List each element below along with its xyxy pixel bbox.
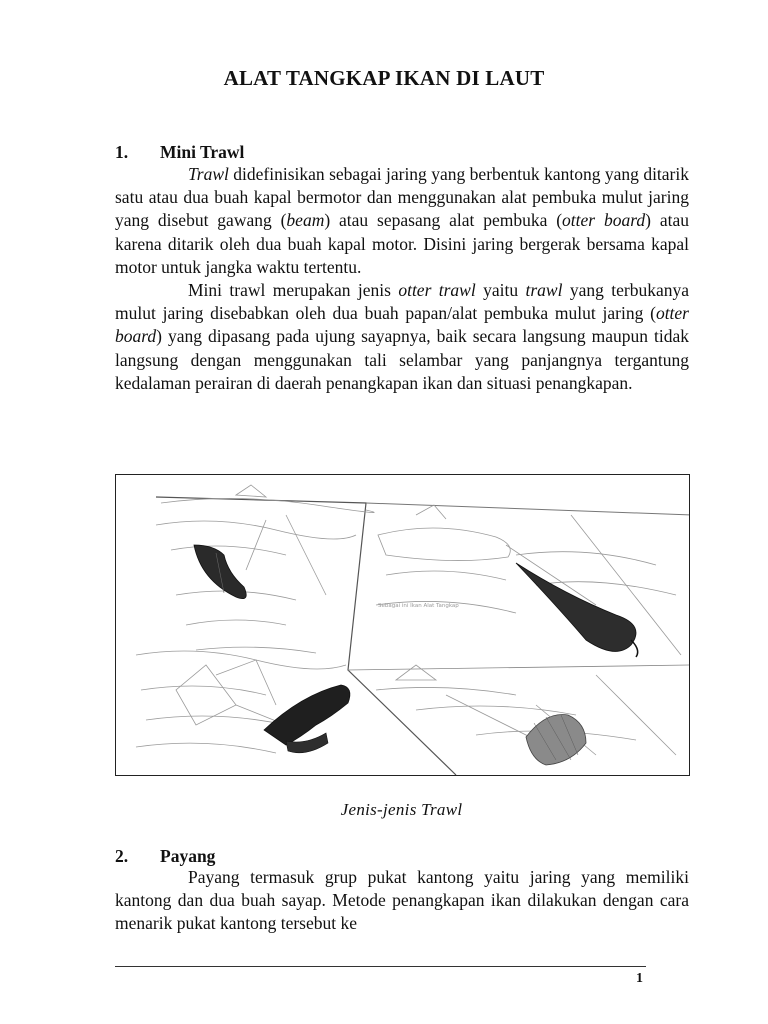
- section-number: 1.: [115, 142, 129, 162]
- section-title: Mini Trawl: [160, 142, 245, 162]
- section-heading-payang: [115, 846, 215, 867]
- section-heading-mini-trawl: [115, 142, 244, 163]
- paragraph: Trawl didefinisikan sebagai jaring yang berbentuk kantong yang ditarik satu atau dua buah kapal bermotor dan menggunakan alat pembuka mulut jaring yang disebut gawang (beam) atau sepasang alat pembuka (otter board) atau karena ditarik oleh dua buah kapal motor. Disini jaring bergerak bersama kapal motor untuk jangka waktu tertentu.: [115, 164, 689, 277]
- section-title: Payang: [160, 846, 216, 866]
- page-title: ALAT TANGKAP IKAN DI LAUT: [223, 66, 545, 90]
- figure-caption: Jenis-jenis Trawl: [340, 800, 463, 819]
- figure-inner-label: Sebagai ini Ikan Alat Tangkap: [378, 603, 459, 609]
- section-body-payang: [115, 866, 689, 936]
- paragraph: Payang termasuk grup pukat kantong yaitu jaring yang memiliki kantong dan dua buah sayap. Metode penangkapan ikan dilakukan dengan cara menarik pukat kantong tersebut ke: [115, 867, 689, 934]
- section-number: 2.: [115, 846, 129, 866]
- page-number: 1: [636, 971, 643, 986]
- paragraph: Mini trawl merupakan jenis otter trawl yaitu trawl yang terbukanya mulut jaring disebabkan oleh dua buah papan/alat pembuka mulut jaring (otter board) yang dipasang pada ujung sayapnya, baik secara langsung maupun tidak langsung dengan menggunakan tali selambar yang panjangnya tergantung kedalaman perairan di daerah penangkapan ikan dan situasi penangkapan.: [115, 280, 689, 393]
- section-body-mini-trawl: [115, 163, 689, 395]
- footer-divider: [115, 966, 646, 967]
- trawl-illustration-icon: [116, 475, 690, 776]
- trawl-figure: [115, 474, 690, 776]
